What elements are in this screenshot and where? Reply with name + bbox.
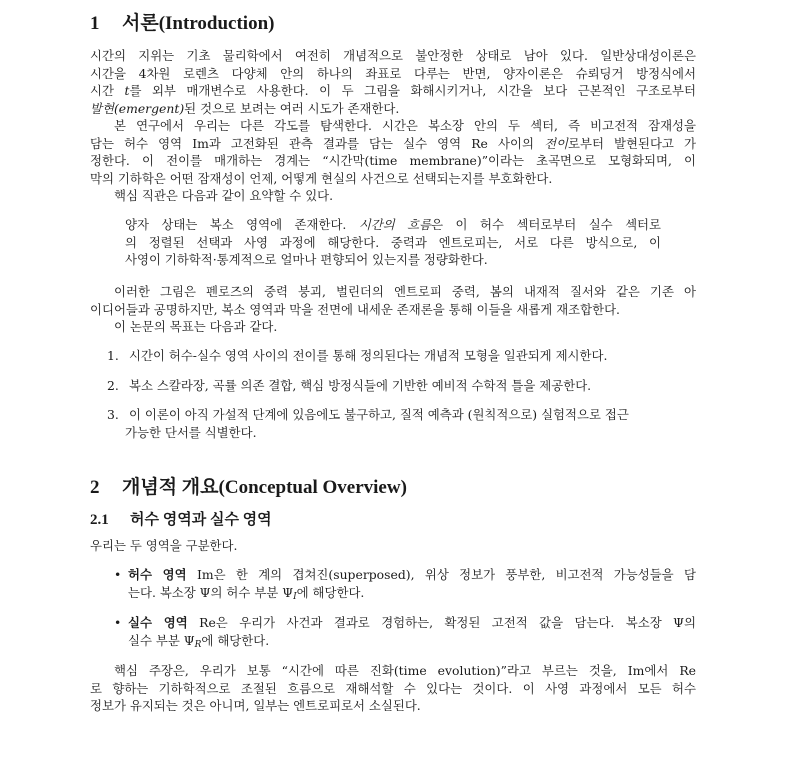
bullet-item: • 허수 영역 Im은 한 계의 겹쳐진(superposed), 위상 정보가 풍부한, 비고전적 가능성들을 담 — [114, 567, 696, 582]
paragraph-line: 로 향하는 기하학적으로 조절된 흐름으로 재해석할 수 있다는 것이다. 이 사영 과정에서 모든 허수 — [90, 680, 696, 696]
list-item: 2. 복소 스칼라장, 곡률 의존 결합, 핵심 방정식들에 기반한 예비적 수학적 틀을 제공한다. — [107, 378, 592, 393]
paragraph-line: 이디어들과 공명하지만, 복소 영역과 막을 전면에 내세운 존재론을 통해 이들을 새롭게 재조합한다. — [90, 301, 620, 317]
section-number: 1 — [90, 13, 100, 34]
quote-line: 양자 상태는 복소 영역에 존재한다. 시간의 흐름은 이 허수 섹터로부터 실수 섹터로 — [125, 217, 661, 232]
list-number: 2. — [107, 378, 119, 393]
bullet-icon: • — [114, 615, 122, 630]
subsection-number: 2.1 — [90, 512, 109, 528]
paragraph-line: 이러한 그림은 펜로즈의 중력 붕괴, 벌린더의 엔트로피 중력, 봄의 내재적 질서와 같은 기존 아 — [114, 284, 696, 299]
paragraph-line: 시간 t를 외부 매개변수로 사용한다. 이 두 그림을 화해시키거나, 시간을 보다 근본적인 구조로부터 — [90, 83, 696, 98]
paragraph-line: 정보가 유지되는 것은 아니며, 일부는 엔트로피로서 소실된다. — [90, 698, 421, 713]
list-item: 3. 이 이론이 아직 가설적 단계에 있음에도 불구하고, 질적 예측과 (원칙적으로) 실험적으로 접근 — [107, 407, 629, 422]
paragraph-line: 이 논문의 목표는 다음과 같다. — [114, 319, 278, 334]
bullet-term: 실수 영역 — [128, 615, 188, 630]
quote-line: 사영이 기하학적·통계적으로 얼마나 편향되어 있는지를 정량화한다. — [125, 252, 488, 267]
paragraph-line: 본 연구에서 우리는 다른 각도를 탐색한다. 시간은 복소장 안의 두 섹터, 즉 비고전적 잠재성을 — [114, 118, 696, 133]
subsection-title: 허수 영역과 실수 영역 — [130, 512, 272, 528]
section-number: 2 — [90, 477, 100, 498]
paragraph-line: 시간을 4차원 로렌츠 다양체 안의 하나의 좌표로 다루는 반면, 양자이론은 슈뢰딩거 방정식에서 — [90, 65, 696, 81]
list-number: 1. — [107, 348, 119, 363]
paragraph-line: 막의 기하학은 어떤 잠재성이 언제, 어떻게 현실의 사건으로 선택되는지를 부호화한다. — [90, 170, 553, 186]
bullet-continuation: 는다. 복소장 Ψ의 허수 부분 $\Psi_I$에 해당한다. — [128, 584, 365, 602]
bullet-item: • 실수 영역 Re은 우리가 사건과 결과로 경험하는, 확정된 고전적 값을 담는다. 복소장 Ψ의 — [114, 615, 696, 630]
list-number: 3. — [107, 407, 119, 422]
paragraph-line: 정한다. 이 전이를 매개하는 경계는 “시간막(time membrane)”이라는 초곡면으로 모형화되며, 이 — [90, 153, 696, 168]
quote-line: 의 정렬된 선택과 사영 과정에 해당한다. 중력과 엔트로피는, 서로 다른 방식으로, 이 — [125, 234, 661, 250]
paragraph-line: 핵심 주장은, 우리가 보통 “시간에 따른 진화(time evolution)”라고 부르는 것을, Im에서 Re — [114, 663, 696, 678]
paragraph-line: 발현(emergent)된 것으로 보려는 여러 시도가 존재한다. — [90, 100, 400, 116]
paragraph-line: 담는 허수 영역 Im과 고전화된 관측 결과를 담는 실수 영역 Re 사이의 전이로부터 발현된다고 가 — [90, 135, 696, 151]
paragraph-line: 시간의 지위는 기초 물리학에서 여전히 개념적으로 불안정한 상태로 남아 있다. 일반상대성이론은 — [90, 48, 696, 63]
list-item: 1. 시간이 허수-실수 영역 사이의 전이를 통해 정의된다는 개념적 모형을 일관되게 제시한다. — [107, 348, 608, 363]
list-item-continuation: 가능한 단서를 식별한다. — [125, 424, 257, 440]
paragraph-line: 핵심 직관은 다음과 같이 요약할 수 있다. — [114, 188, 334, 203]
section-1-heading — [90, 8, 274, 35]
paragraph-line: 우리는 두 영역을 구분한다. — [90, 538, 238, 553]
bullet-continuation: 실수 부분 $\Psi_R$에 해당한다. — [128, 632, 270, 650]
section-title: 서론(Introduction) — [122, 13, 275, 34]
section-2-heading — [90, 472, 407, 499]
subsection-2-1-heading — [90, 508, 272, 529]
bullet-term: 허수 영역 — [128, 567, 187, 582]
bullet-icon: • — [114, 567, 122, 582]
section-title: 개념적 개요(Conceptual Overview) — [122, 477, 407, 498]
